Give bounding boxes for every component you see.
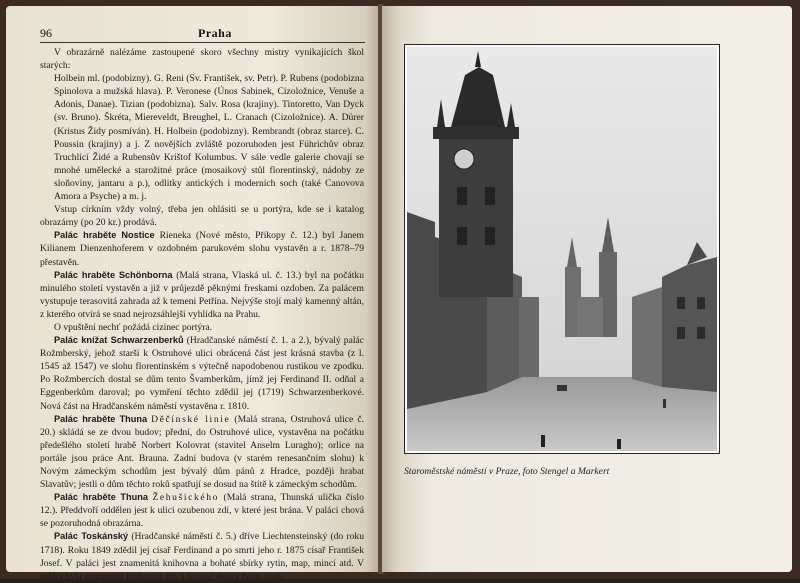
schwarzenberg-text: (Hradčanské náměstí č. 1. a 2.), bývalý palác Rožmberský, jehož starší k Ostruhové ulici obrácená část jest krásná stavba (z l. 1545 až 1547) ve slohu florentinském s výtečně napodobenou rustikou ve zpodku. Po Rožmbercích dostal se dům tento Švamberkům, jímž jej Ferdinand II. odňal a Eggenberkům daroval; po vymření těchto zdědil jej (1719) Schwarzenberkové. Nová část na Hradčanském náměstí vystavěna r. 1810. <box>40 335 365 412</box>
schonborn-note: O vpuštění nechť požádá cizinec portýra. <box>54 321 213 333</box>
schwarzenberg-heading: Palác knížat Schwarzenberků <box>54 335 184 346</box>
page-text <box>40 46 364 583</box>
schonborn-heading: Palác hraběte Schönborna <box>54 269 173 280</box>
tuscany-paragraph <box>40 530 364 582</box>
photo-caption: Staroměstské náměstí v Praze, foto Stengel a Markert <box>404 466 610 477</box>
tuscany-text: (Hradčanské náměstí č. 5.) dříve Liechtensteinský (do roku 1718). Roku 1849 zdědil jej císař Ferdinand a po smrti jeho r. 1875 císař František Josef. V paláci jest znamenitá knihovna a bohaté sbírky rytin, map, mincí atd. V paláci byla znamenitá knihovna atd. a bohaté sbírky rytin, map, <box>40 531 364 582</box>
thun-decin-paragraph <box>40 413 364 492</box>
schonborn-paragraph <box>40 269 364 321</box>
intro-paragraph: V obrazárně nalézáme zastoupené skoro všechny mistry vynikajících škol starých: <box>40 47 364 72</box>
nostice-paragraph <box>40 229 364 268</box>
thun-zehusice-paragraph <box>40 491 364 530</box>
tuscany-heading: Palác Toskánský <box>54 531 129 542</box>
thun-decin-text: (Malá strana, Ostruhová ulice č. 20.) skládá se ze dvou budov; přední, do Ostruhové ulice, vystavěna na počátku předešlého století hrabě Norbert Kolovrat (stavitel Anselm Luragho); orlice na portále jsou práce Ant. Brauna. Zadní budova (v starém renesančním slohu) k Novým zámeckým schodům jest bývalý dům pánů z Hradce, později hrabat Slavatův; jestli o dům těchto roků spatřují se dosud na štítě k zámeckým schodům. <box>40 413 364 491</box>
thun-decin-spaced: Děčínské linie <box>151 413 231 425</box>
admission-paragraph: Vstup církním vždy volný, třeba jen ohlásiti se u portýra, kde se i katalog obrazárny (po 20 kr.) prodává. <box>40 204 364 229</box>
schwarzenberg-paragraph <box>40 334 364 413</box>
historic-photograph <box>404 44 720 454</box>
schonborn-text: (Malá strana, Vlaská ul. č. 13.) byl na počátku minulého století vystavěn a již v průjezdě pěknými freskami ozdoben. Za palácem vystupuje terasovitá zahrada až k temeni Petřína. Nejvýše stojí malý kamenný altán, z kterého otvírá se snad nejrozsáhlejší vyhlídka na Prahu. <box>40 269 364 320</box>
thun-zehusice-text: (Malá strana, Thunská ulička číslo 12.). Předdvoří oddělen jest k ulici ozubenou zdí, v které jest brána. V paláci chová se pozoruhodná obrazárna. <box>40 492 364 530</box>
nostice-heading: Palác hraběte Nostice <box>54 230 155 241</box>
old-town-square-photo <box>407 47 717 451</box>
nostice-text: Rieneka (Nové město, Příkopy č. 12.) byl Janem Kilianem Dienzenhoferem v ozdobném parukovém slohu vystavěn a r. 1878–79 přestavěn. <box>40 230 365 268</box>
thun-zehusice-heading: Palác hraběte Thuna <box>54 492 148 503</box>
thun-zehusice-spaced: Žehušického <box>152 492 220 504</box>
page-header <box>40 22 365 43</box>
running-title: Praha <box>198 26 232 40</box>
thun-decin-heading: Palác hraběte Thuna <box>54 413 148 424</box>
masters-paragraph: Holbein ml. (podobizny). G. Reni (Sv. František, sv. Petr). P. Rubens (podobizna Spinolova a mužská hlava). P. Veronese (Únos Sabinek, Cizoložnice, Venuše a Adonis, Danae). Tizian (podobizna). Salv. Rosa (krajiny). Tintoretto, Van Dyck (sv. Bruno). Škréta, Miereveldt, Breughel, L. Cranach (Cizoložnice). A. Dürer (Kristus Židy posmíván). H. Holbein (podobizny). Rembrandt (obraz starce). C. Poussin (krajiny) a j. Z novějších zvláště pozoruhoden jest Führichův obraz Truchlící Židé a Rubensův Krištof Kolumbus. V sále vedle galerie chovají se mnohé umělecké a starožitné práce (mosaikový stůl florentinský, nádoby ze sloňoviny, jantaru a p.), odlitky antických i moderních soch (také Canovova Amora a Psyche) a m. j. <box>54 73 364 203</box>
page-number: 96 <box>40 26 52 40</box>
